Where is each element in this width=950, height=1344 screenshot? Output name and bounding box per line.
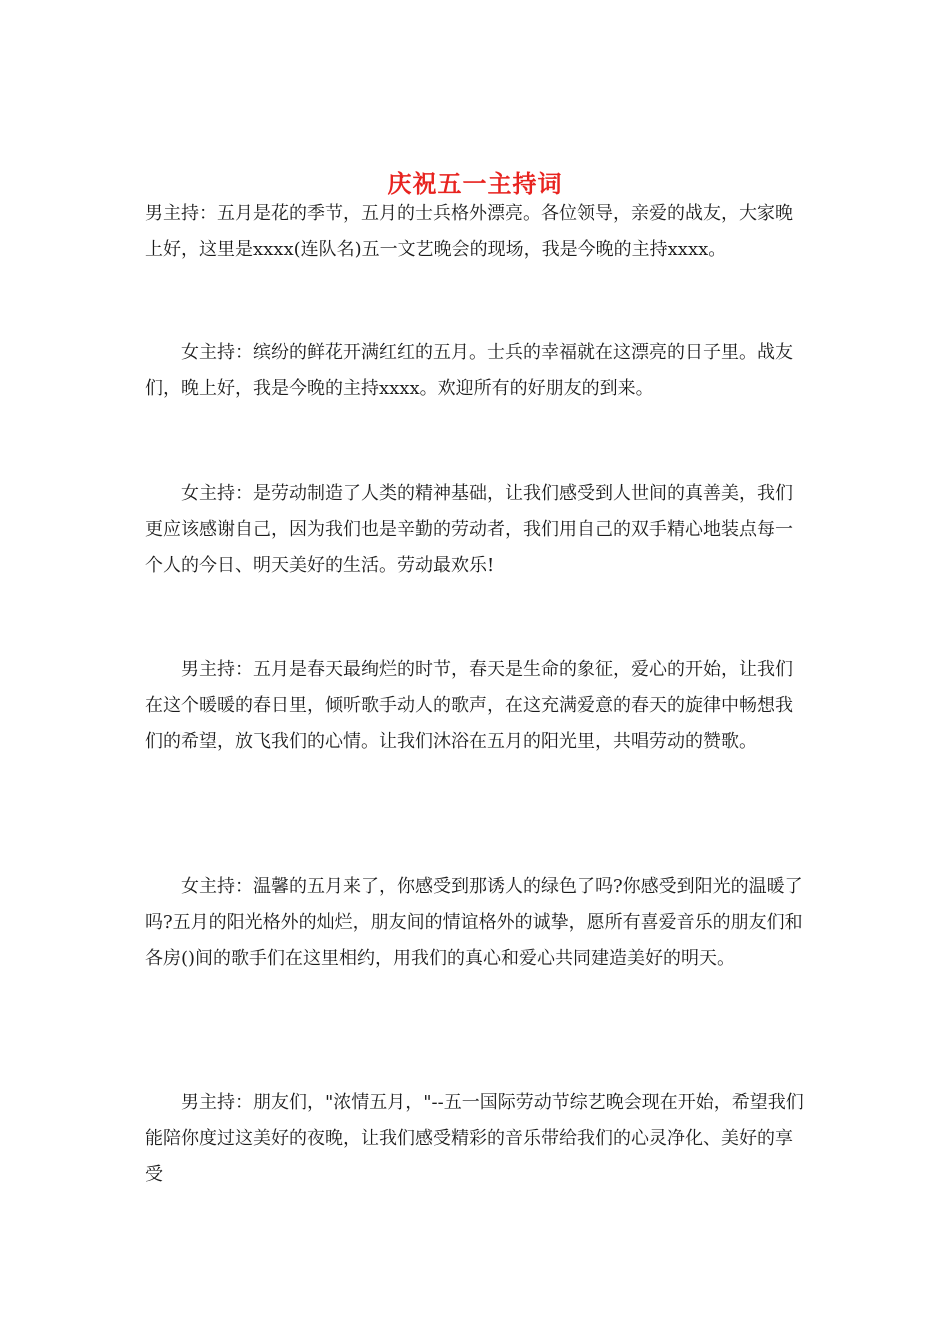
paragraph-female-host-opening: 女主持：缤纷的鲜花开满红红的五月。士兵的幸福就在这漂亮的日子里。战友们，晚上好，我是今晚的主持xxxx。欢迎所有的好朋友的到来。 bbox=[145, 342, 793, 399]
document-title: 庆祝五一主持词 bbox=[387, 169, 563, 199]
paragraph-female-host-may: 女主持：温馨的五月来了，你感受到那诱人的绿色了吗?你感受到阳光的温暖了吗?五月的阳光格外的灿烂，朋友间的情谊格外的诚挚，愿所有喜爱音乐的朋友们和各房()间的歌手们在这里相约，用我们的真心和爱心共同建造美好的明天。 bbox=[145, 876, 803, 969]
paragraph-female-host-labor: 女主持：是劳动制造了人类的精神基础，让我们感受到人世间的真善美，我们更应该感谢自己，因为我们也是辛勤的劳动者，我们用自己的双手精心地装点每一个人的今日、明天美好的生活。劳动最欢乐! bbox=[145, 483, 793, 576]
paragraph-male-host-opening: 男主持：五月是花的季节，五月的士兵格外漂亮。各位领导，亲爱的战友，大家晚上好，这里是xxxx(连队名)五一文艺晚会的现场，我是今晚的主持xxxx。 bbox=[145, 203, 793, 260]
paragraph-male-host-start: 男主持：朋友们，"浓情五月，"--五一国际劳动节综艺晚会现在开始，希望我们能陪你度过这美好的夜晚，让我们感受精彩的音乐带给我们的心灵净化、美好的享受 bbox=[145, 1092, 804, 1185]
paragraph-male-host-spring: 男主持：五月是春天最绚烂的时节，春天是生命的象征，爱心的开始，让我们在这个暖暖的春日里，倾听歌手动人的歌声，在这充满爱意的春天的旋律中畅想我们的希望，放飞我们的心情。让我们沐浴在五月的阳光里，共唱劳动的赞歌。 bbox=[145, 659, 793, 752]
